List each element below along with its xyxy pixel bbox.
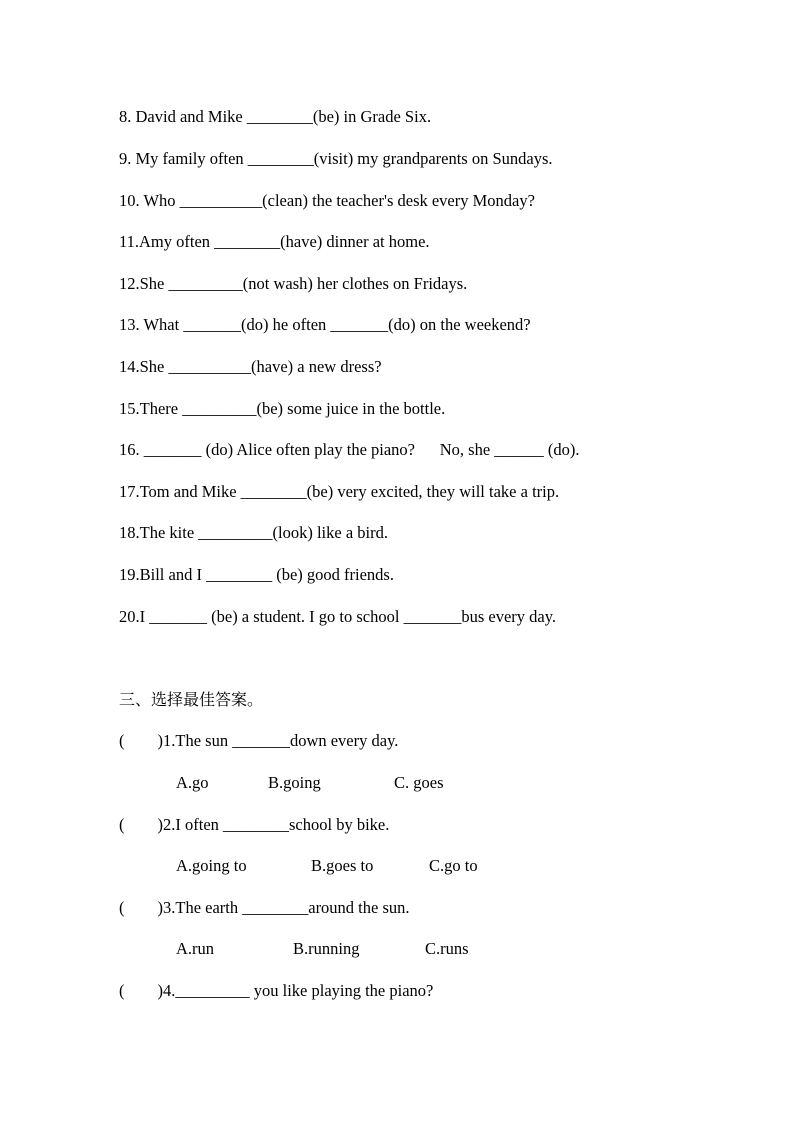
question-14: 14.She __________(have) a new dress? (119, 357, 382, 376)
question-19: 19.Bill and I ________ (be) good friends. (119, 565, 394, 584)
question-15: 15.There _________(be) some juice in the bottle. (119, 399, 446, 418)
question-16: 16. _______ (do) Alice often play the piano? No, she ______ (do). (119, 440, 580, 459)
choice-question-1: ( )1.The sun _______down every day. (119, 731, 399, 750)
choice-question-2: ( )2.I often ________school by bike. (119, 815, 390, 834)
option-2c: C.go to (429, 856, 478, 875)
question-12: 12.She _________(not wash) her clothes on Fridays. (119, 274, 468, 293)
option-2a: A.going to (176, 856, 247, 875)
choice-question-3: ( )3.The earth ________around the sun. (119, 898, 410, 917)
option-1b: B.going (268, 773, 321, 792)
section-heading: 三、选择最佳答案。 (119, 690, 264, 709)
question-17: 17.Tom and Mike ________(be) very excited, they will take a trip. (119, 482, 560, 501)
question-13: 13. What _______(do) he often _______(do) on the weekend? (119, 315, 531, 334)
option-3a: A.run (176, 939, 215, 958)
option-3c: C.runs (425, 939, 469, 958)
question-10: 10. Who __________(clean) the teacher's desk every Monday? (119, 191, 535, 210)
question-8: 8. David and Mike ________(be) in Grade Six. (119, 107, 432, 126)
question-11: 11.Amy often ________(have) dinner at home. (119, 232, 430, 251)
option-3b: B.running (293, 939, 360, 958)
question-20: 20.I _______ (be) a student. I go to school _______bus every day. (119, 607, 557, 626)
option-1c: C. goes (394, 773, 444, 792)
option-2b: B.goes to (311, 856, 374, 875)
option-1a: A.go (176, 773, 209, 792)
question-18: 18.The kite _________(look) like a bird. (119, 523, 388, 542)
choice-question-4: ( )4._________ you like playing the piano? (119, 981, 434, 1000)
question-9: 9. My family often ________(visit) my grandparents on Sundays. (119, 149, 553, 168)
